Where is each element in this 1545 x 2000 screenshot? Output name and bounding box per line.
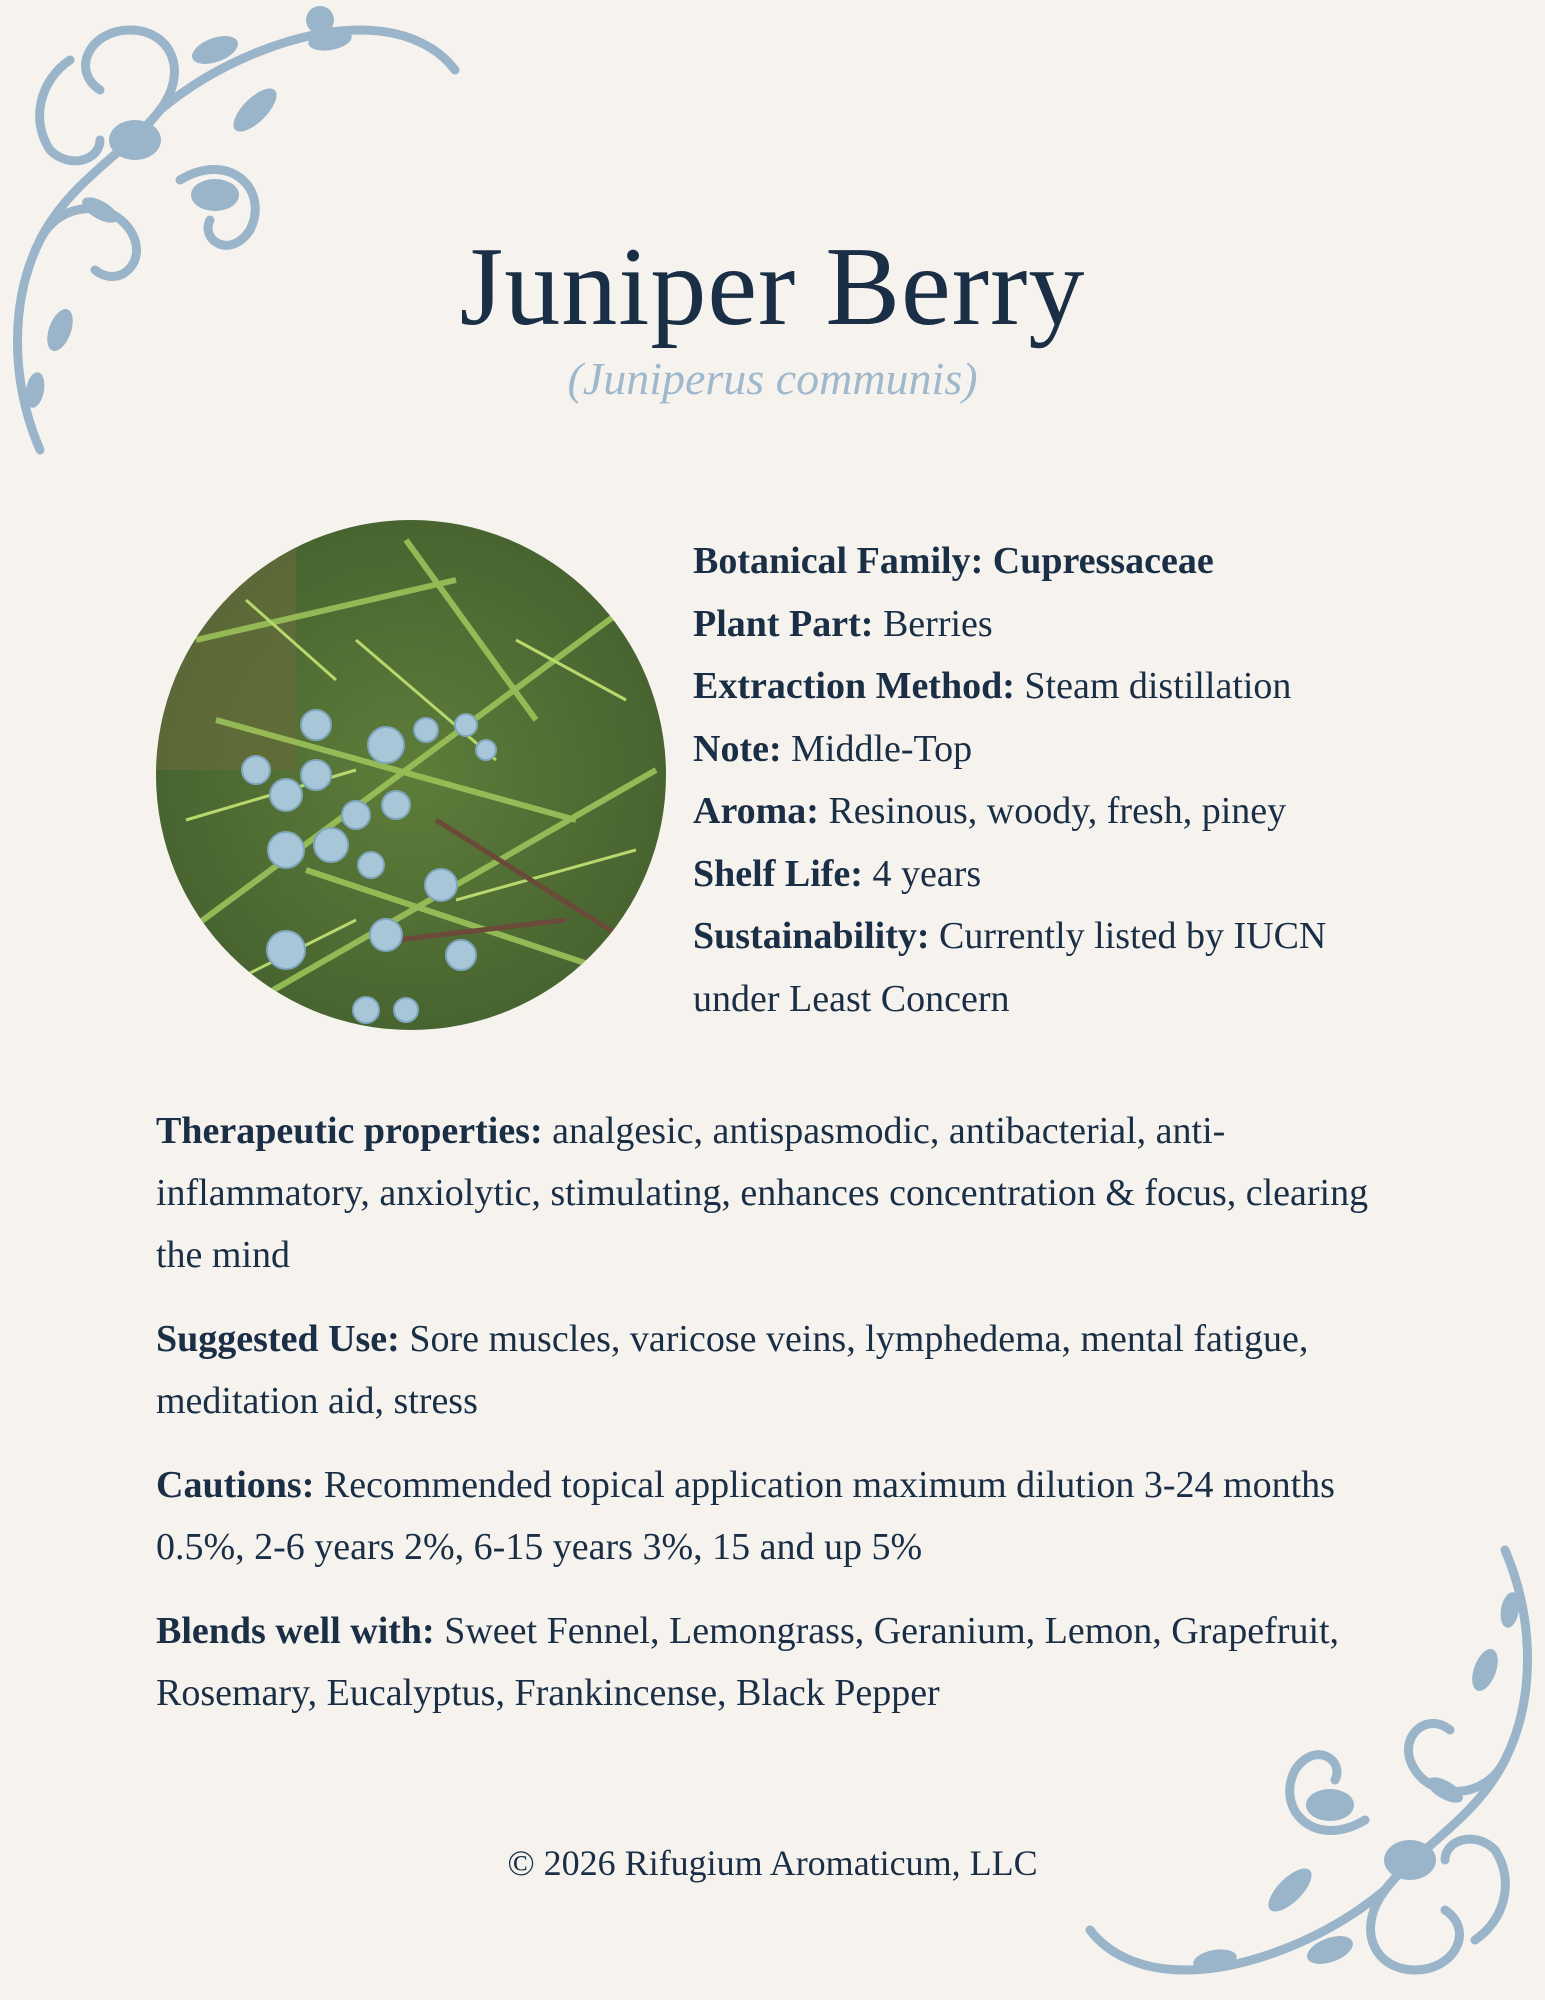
section-cautions bbox=[156, 1454, 1406, 1578]
detail-value: Berries bbox=[882, 602, 993, 645]
section-blends-well-with bbox=[156, 1600, 1406, 1724]
detail-label: Note: bbox=[693, 727, 782, 770]
section-suggested-use bbox=[156, 1308, 1406, 1432]
detail-shelf-life bbox=[693, 843, 1413, 906]
detail-aroma bbox=[693, 780, 1413, 843]
detail-label: Plant Part: bbox=[693, 602, 874, 645]
copyright-footer: © 2026 Rifugium Aromaticum, LLC bbox=[507, 1843, 1038, 1883]
detail-label: Botanical Family: bbox=[693, 540, 984, 582]
detail-label: Extraction Method: bbox=[693, 665, 1015, 707]
detail-value: Cupressaceae bbox=[992, 540, 1214, 582]
detail-value: Steam distillation bbox=[1024, 665, 1292, 707]
detail-plant-part bbox=[693, 593, 1413, 656]
juniper-berry-photo bbox=[156, 520, 666, 1030]
detail-label: Aroma: bbox=[693, 790, 819, 832]
section-label: Blends well with: bbox=[156, 1610, 435, 1652]
detail-label: Shelf Life: bbox=[693, 852, 863, 895]
detail-note bbox=[693, 718, 1413, 781]
detail-extraction-method bbox=[693, 655, 1413, 718]
section-label: Cautions: bbox=[156, 1464, 315, 1506]
detail-value: 4 years bbox=[872, 852, 982, 895]
section-therapeutic-properties bbox=[156, 1100, 1406, 1286]
details-list bbox=[693, 530, 1413, 1030]
detail-botanical-family bbox=[693, 530, 1413, 593]
description-sections bbox=[156, 1100, 1406, 1746]
detail-label: Sustainability: bbox=[693, 915, 930, 957]
detail-value: Middle-Top bbox=[791, 727, 973, 770]
section-text: Sweet Fennel, Lemongrass, Geranium, Lemon, Grapefruit, Rosemary, Eucalyptus, Frankincense, Black Pepper bbox=[156, 1610, 1340, 1714]
detail-sustainability bbox=[693, 905, 1333, 1030]
section-label: Therapeutic properties: bbox=[156, 1110, 543, 1152]
section-label: Suggested Use: bbox=[156, 1318, 400, 1360]
latin-name: (Juniperus communis) bbox=[567, 353, 978, 404]
section-text: Recommended topical application maximum dilution 3-24 months 0.5%, 2-6 years 2%, 6-15 years 3%, 15 and up 5% bbox=[156, 1464, 1335, 1568]
section-text: Sore muscles, varicose veins, lymphedema, mental fatigue, meditation aid, stress bbox=[156, 1318, 1309, 1422]
detail-value: Currently listed by IUCN under Least Concern bbox=[693, 915, 1327, 1020]
section-text: analgesic, antispasmodic, antibacterial, anti-inflammatory, anxiolytic, stimulating, enhances concentration & focus, clearing the mind bbox=[156, 1110, 1369, 1276]
detail-value: Resinous, woody, fresh, piney bbox=[828, 790, 1287, 832]
page-title: Juniper Berry bbox=[459, 225, 1086, 349]
